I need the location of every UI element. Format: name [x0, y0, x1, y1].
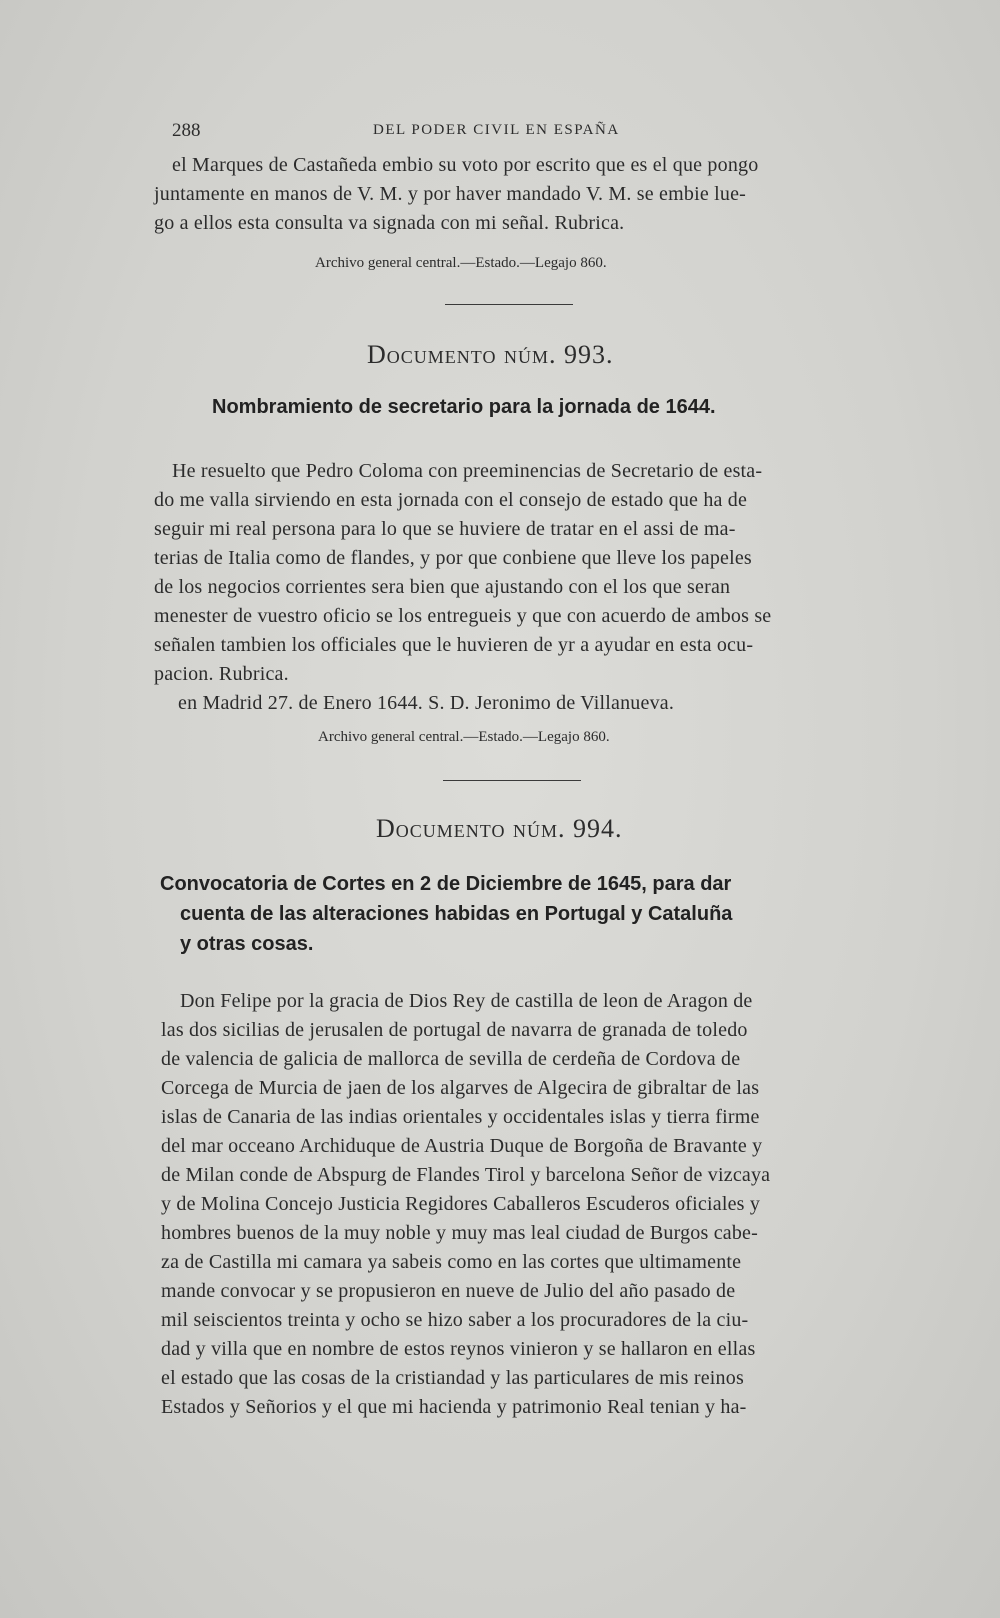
doc-994-line-12: mil seiscientos treinta y ocho se hizo saber a los procuradores de la ciu-: [161, 1309, 749, 1331]
doc-994-line-7: de Milan conde de Abspurg de Flandes Tirol y barcelona Señor de vizcaya: [161, 1164, 771, 1186]
doc-994-line-8: y de Molina Concejo Justicia Regidores Caballeros Escuderos oficiales y: [161, 1193, 761, 1215]
doc-994-line-14: el estado que las cosas de la cristiandad y las particulares de mis reinos: [161, 1367, 744, 1389]
doc-993-line-4: terias de Italia como de flandes, y por que conbiene que lleve los papeles: [154, 547, 752, 569]
doc-994-line-2: las dos sicilias de jerusalen de portugal de navarra de granada de toledo: [161, 1019, 748, 1041]
doc-993-signature-line: en Madrid 27. de Enero 1644. S. D. Jeronimo de Villanueva.: [178, 692, 675, 714]
doc-994-line-6: del mar occeano Archiduque de Austria Duque de Borgoña de Bravante y: [161, 1135, 763, 1157]
doc-993-line-8: pacion. Rubrica.: [154, 663, 289, 685]
running-title: DEL PODER CIVIL EN ESPAÑA: [373, 122, 620, 138]
doc-994-subtitle-line-2: cuenta de las alteraciones habidas en Portugal y Cataluña: [180, 903, 733, 925]
doc-994-line-4: Corcega de Murcia de jaen de los algarves de Algecira de gibraltar de las: [161, 1077, 760, 1099]
doc-994-subtitle-line-3: y otras cosas.: [180, 933, 314, 955]
doc-994-line-5: islas de Canaria de las indias orientales y occidentales islas y tierra firme: [161, 1106, 760, 1128]
section-rule-1: [445, 304, 573, 305]
doc-993-line-3: seguir mi real persona para lo que se huviere de tratar en el assi de ma-: [154, 518, 736, 540]
doc-993-line-7: señalen tambien los officiales que le huvieren de yr a ayudar en esta ocu-: [154, 634, 754, 656]
doc-993-line-1: He resuelto que Pedro Coloma con preeminencias de Secretario de esta-: [172, 460, 763, 482]
section-rule-2: [443, 780, 581, 781]
doc-994-subtitle-line-1: Convocatoria de Cortes en 2 de Diciembre de 1645, para dar: [160, 873, 732, 895]
archivo-reference-2: Archivo general central.—Estado.—Legajo 860.: [318, 729, 610, 745]
archivo-reference-1: Archivo general central.—Estado.—Legajo 860.: [315, 255, 607, 271]
doc-994-line-9: hombres buenos de la muy noble y muy mas leal ciudad de Burgos cabe-: [161, 1222, 758, 1244]
page-number: 288: [172, 120, 201, 141]
doc-993-heading: Documento núm. 993.: [367, 340, 614, 369]
doc-993-line-5: de los negocios corrientes sera bien que ajustando con el los que seran: [154, 576, 731, 598]
intro-line-3: go a ellos esta consulta va signada con mi señal. Rubrica.: [154, 212, 625, 234]
doc-994-heading: Documento núm. 994.: [376, 814, 623, 843]
intro-line-2: juntamente en manos de V. M. y por haver mandado V. M. se embie lue-: [154, 183, 747, 205]
doc-993-line-2: do me valla sirviendo en esta jornada con el consejo de estado que ha de: [154, 489, 748, 511]
intro-line-1: el Marques de Castañeda embio su voto por escrito que es el que pongo: [172, 154, 759, 176]
doc-994-line-3: de valencia de galicia de mallorca de sevilla de cerdeña de Cordova de: [161, 1048, 741, 1070]
doc-994-line-13: dad y villa que en nombre de estos reynos vinieron y se hallaron en ellas: [161, 1338, 756, 1360]
doc-994-line-10: za de Castilla mi camara ya sabeis como en las cortes que ultimamente: [161, 1251, 742, 1273]
doc-993-subtitle: Nombramiento de secretario para la jornada de 1644.: [212, 396, 716, 418]
doc-994-line-11: mande convocar y se propusieron en nueve de Julio del año pasado de: [161, 1280, 736, 1302]
doc-994-line-1: Don Felipe por la gracia de Dios Rey de castilla de leon de Aragon de: [180, 990, 753, 1012]
doc-993-line-6: menester de vuestro oficio se los entregueis y que con acuerdo de ambos se: [154, 605, 772, 627]
doc-994-line-15: Estados y Señorios y el que mi hacienda y patrimonio Real tenian y ha-: [161, 1396, 747, 1418]
